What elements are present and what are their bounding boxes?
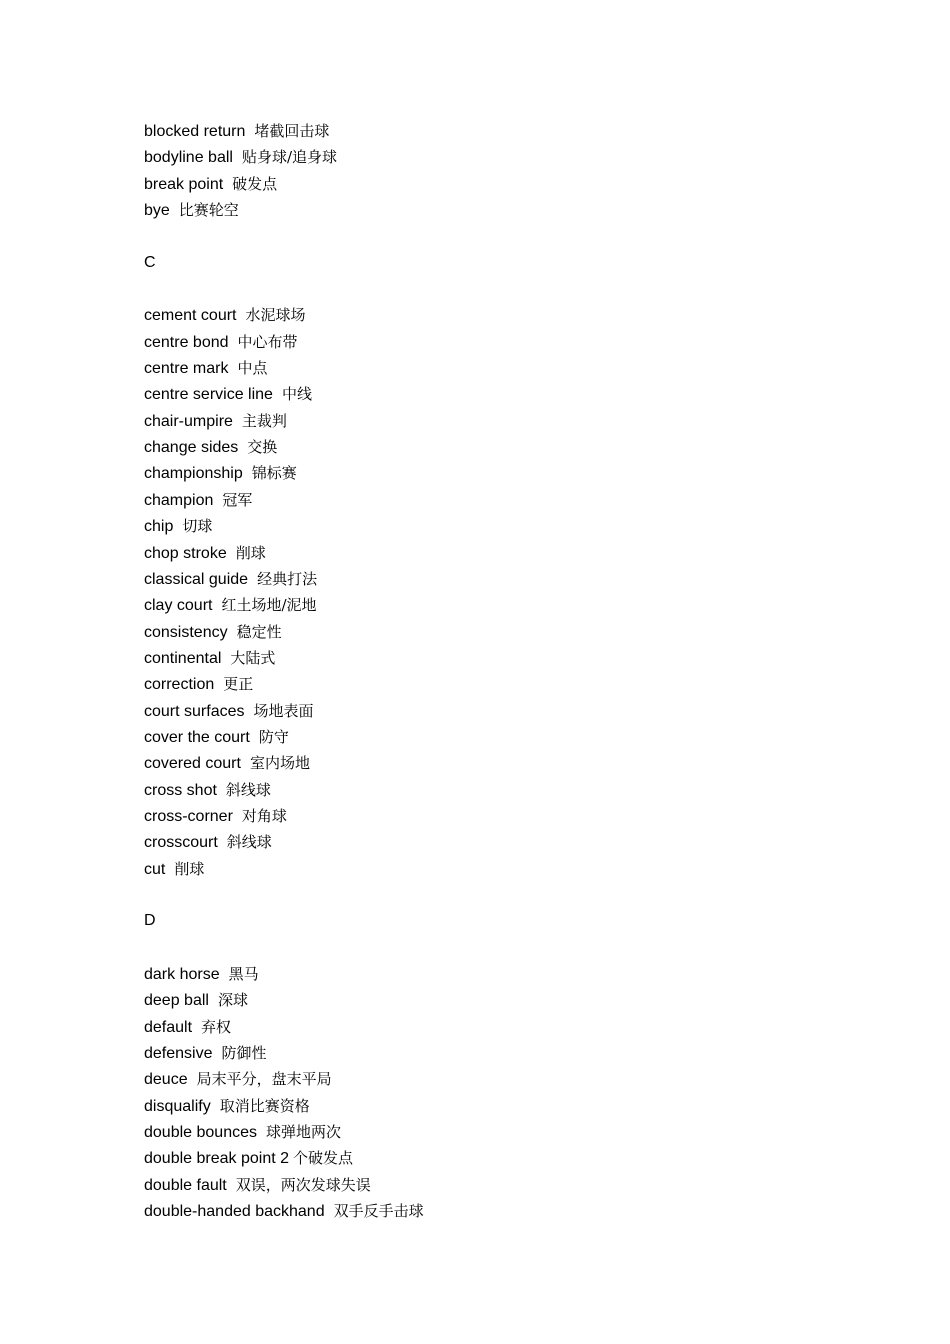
- glossary-entry: [144, 1066, 904, 1092]
- glossary: [144, 118, 904, 1224]
- entry-meaning: 斜线球: [225, 780, 271, 799]
- entry-term: chair-umpire: [144, 412, 233, 430]
- entry-meaning: 更正: [223, 675, 254, 694]
- entry-meaning: 堵截回击球: [254, 122, 330, 140]
- entry-term: cross-corner: [144, 807, 233, 825]
- glossary-entry: [144, 1172, 904, 1198]
- entry-meaning: 个破发点: [293, 1149, 354, 1168]
- entry-meaning: 深球: [217, 991, 248, 1010]
- glossary-entry: [144, 645, 904, 671]
- entry-meaning: 中线: [281, 385, 312, 404]
- entry-meaning: 场地表面: [253, 701, 314, 720]
- glossary-entry: [144, 803, 904, 829]
- entry-term: court surfaces: [144, 702, 245, 720]
- entry-meaning: 局末平分，盘末平局: [196, 1070, 332, 1089]
- glossary-entry: [144, 829, 904, 855]
- section-letter-heading: C: [144, 253, 156, 271]
- glossary-entry: [144, 566, 904, 592]
- glossary-entry: [144, 329, 904, 355]
- entry-term: default: [144, 1018, 193, 1036]
- entry-meaning: 锦标赛: [251, 464, 297, 483]
- glossary-entry: [144, 961, 904, 987]
- glossary-section-d: [144, 908, 904, 1224]
- glossary-entry: [144, 724, 904, 750]
- glossary-entry: [144, 777, 904, 803]
- entry-meaning: 红土场地/泥地: [221, 596, 317, 615]
- entry-term: correction: [144, 676, 215, 694]
- entry-meaning: 削球: [174, 859, 205, 878]
- glossary-entry: [144, 144, 904, 170]
- glossary-entry: [144, 487, 904, 513]
- entry-meaning: 比赛轮空: [178, 201, 239, 220]
- entry-term: deep ball: [144, 992, 209, 1010]
- glossary-entry: [144, 540, 904, 566]
- entry-meaning: 防守: [258, 727, 289, 746]
- entry-term: clay court: [144, 597, 213, 615]
- glossary-entry: [144, 1093, 904, 1119]
- entry-meaning: 中点: [237, 359, 268, 378]
- glossary-entry: [144, 434, 904, 460]
- entry-meaning: 防御性: [221, 1044, 267, 1063]
- entry-term: chip: [144, 518, 174, 536]
- entry-meaning: 双手反手击球: [333, 1202, 424, 1221]
- glossary-entry: [144, 171, 904, 197]
- section-letter-heading: D: [144, 912, 156, 930]
- glossary-entry: [144, 302, 904, 328]
- entry-term: disqualify: [144, 1097, 211, 1115]
- entry-meaning: 弃权: [201, 1017, 232, 1036]
- entry-meaning: 双误，两次发球失误: [235, 1175, 371, 1194]
- glossary-entry: [144, 1014, 904, 1040]
- entry-term: championship: [144, 465, 243, 483]
- entry-meaning: 贴身球/追身球: [241, 148, 338, 167]
- glossary-entry: [144, 750, 904, 776]
- glossary-entry: [144, 1198, 904, 1224]
- entry-term: crosscourt: [144, 834, 218, 852]
- glossary-section-c: [144, 250, 904, 882]
- entry-term: cross shot: [144, 781, 217, 799]
- entry-term: dark horse: [144, 966, 220, 983]
- entry-term: continental: [144, 649, 222, 667]
- glossary-entry: [144, 671, 904, 697]
- entry-term: defensive: [144, 1045, 213, 1063]
- entry-term: deuce: [144, 1071, 188, 1089]
- glossary-entry: [144, 1119, 904, 1145]
- glossary-entry: [144, 408, 904, 434]
- glossary-entry: [144, 592, 904, 618]
- entry-term: champion: [144, 491, 214, 509]
- entry-meaning: 主裁判: [241, 411, 287, 430]
- entry-meaning: 经典打法: [257, 569, 318, 588]
- entry-term: break point: [144, 175, 224, 193]
- glossary-entry: [144, 1040, 904, 1066]
- glossary-entry: [144, 118, 904, 144]
- entry-term: classical guide: [144, 570, 249, 588]
- entry-term: cover the court: [144, 728, 250, 746]
- entry-meaning: 黑马: [228, 965, 259, 983]
- entry-meaning: 水泥球场: [245, 306, 306, 325]
- glossary-section-b: [144, 118, 904, 223]
- entry-term: double fault: [144, 1176, 227, 1194]
- entry-meaning: 破发点: [232, 174, 278, 193]
- entry-meaning: 取消比赛资格: [219, 1096, 310, 1115]
- entry-term: bye: [144, 202, 170, 220]
- entry-meaning: 切球: [182, 517, 213, 536]
- entry-term: cement court: [144, 307, 237, 325]
- entry-term: centre service line: [144, 386, 273, 404]
- glossary-entry: [144, 1145, 904, 1171]
- entry-meaning: 室内场地: [249, 754, 310, 773]
- glossary-entry: [144, 698, 904, 724]
- entry-term: covered court: [144, 755, 241, 773]
- entry-meaning: 球弹地两次: [265, 1123, 341, 1142]
- glossary-entry: [144, 513, 904, 539]
- entry-meaning: 削球: [235, 543, 266, 562]
- entry-meaning: 中心布带: [237, 332, 298, 351]
- entry-term: consistency: [144, 623, 228, 641]
- entry-term: chop stroke: [144, 544, 227, 562]
- glossary-entry: [144, 987, 904, 1013]
- entry-meaning: 稳定性: [236, 622, 282, 641]
- glossary-entry: [144, 856, 904, 882]
- entry-term: change sides: [144, 439, 239, 457]
- entry-meaning: 冠军: [222, 490, 253, 509]
- entry-term: cut: [144, 860, 166, 878]
- entry-term: double break point 2: [144, 1150, 289, 1168]
- glossary-entry: [144, 619, 904, 645]
- entry-term: centre bond: [144, 333, 229, 351]
- glossary-entry: [144, 197, 904, 223]
- entry-meaning: 斜线球: [226, 833, 272, 852]
- glossary-entry: [144, 381, 904, 407]
- entry-term: double bounces: [144, 1124, 257, 1142]
- entry-term: centre mark: [144, 360, 229, 378]
- glossary-entry: [144, 460, 904, 486]
- entry-term: bodyline ball: [144, 149, 233, 167]
- entry-term: blocked return: [144, 123, 246, 140]
- entry-meaning: 对角球: [241, 806, 287, 825]
- entry-term: double-handed backhand: [144, 1203, 325, 1221]
- entry-meaning: 大陆式: [230, 648, 276, 667]
- entry-meaning: 交换: [247, 438, 278, 457]
- glossary-entry: [144, 355, 904, 381]
